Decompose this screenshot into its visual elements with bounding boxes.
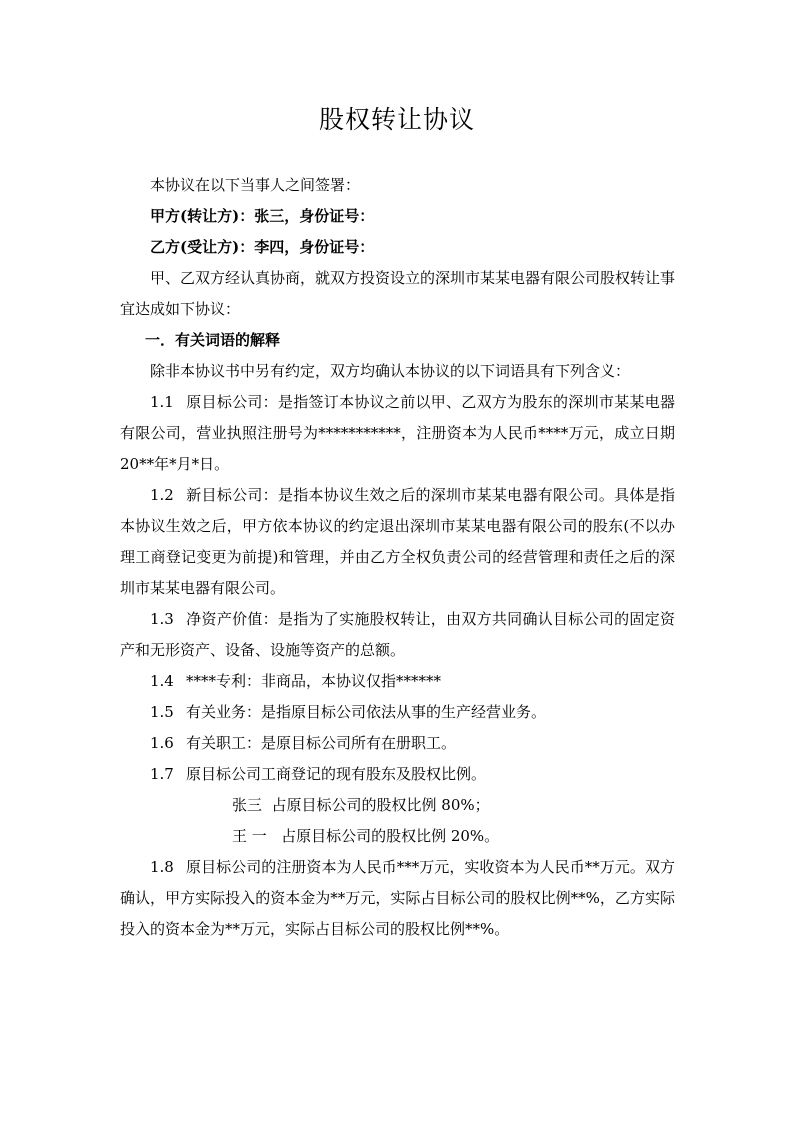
shareholder-line: 张三 占原目标公司的股权比例 80%； [232,796,490,814]
item-text: 有关业务：是指原目标公司依法从事的生产经营业务。 [186,703,547,721]
item-text: 原目标公司：是指签订本协议之前以甲、乙双方为股东的深圳市某某电器有限公司，营业执照注册号为***********，注册资本为人民币****万元，成立日期20**年*月*日。 [120,393,675,473]
item-number: 1.4 [150,672,174,690]
item-number: 1.2 [150,486,174,504]
item-number: 1.6 [150,734,174,752]
party-b-line: 乙方(受让方)：李四，身份证号： [150,238,375,256]
definition-item [120,480,675,604]
item-text: ****专利：非商品，本协议仅指****** [186,672,442,690]
document-title: 股权转让协议 [318,105,475,134]
item-number: 1.8 [150,858,174,876]
party-a-line: 甲方(转让方)：张三，身份证号： [150,207,375,225]
item-text: 净资产价值：是指为了实施股权转让，由双方共同确认目标公司的固定资产和无形资产、设备、设施等资产的总额。 [120,610,675,659]
definition-item [120,852,675,945]
item-number: 1.1 [150,393,174,411]
definition-item [120,387,675,480]
item-text: 原目标公司的注册资本为人民币***万元，实收资本为人民币**万元。双方确认，甲方实际投入的资本金为**万元，实际占目标公司的股权比例**%，乙方实际投入的资本金为**万元，实际占目标公司的股权比例**%。 [120,858,675,938]
definition-item [120,697,675,728]
definition-item [120,759,675,790]
item-number: 1.7 [150,765,174,783]
shareholder-line: 王 一 占原目标公司的股权比例 20%。 [232,827,500,845]
item-number: 1.5 [150,703,174,721]
definition-item [120,604,675,666]
item-text: 新目标公司：是指本协议生效之后的深圳市某某电器有限公司。具体是指本协议生效之后，甲方依本协议的约定退出深圳市某某电器有限公司的股东(不以办理工商登记变更为前提)和管理，并由乙方全权负责公司的经营管理和责任之后的深圳市某某电器有限公司。 [120,486,675,597]
preamble-paragraph: 甲、乙双方经认真协商，就双方投资设立的深圳市某某电器有限公司股权转让事宜达成如下协议： [120,269,676,318]
item-text: 原目标公司工商登记的现有股东及股权比例。 [186,765,487,783]
section-1-intro: 除非本协议书中另有约定，双方均确认本协议的以下词语具有下列含义： [150,362,631,380]
intro-paragraph: 本协议在以下当事人之间签署： [150,176,361,194]
definition-item [120,728,675,759]
document-body [120,170,675,945]
item-text: 有关职工：是原目标公司所有在册职工。 [186,734,457,752]
definition-item [120,666,675,697]
section-1-heading: 一．有关词语的解释 [145,331,281,349]
item-number: 1.3 [150,610,174,628]
